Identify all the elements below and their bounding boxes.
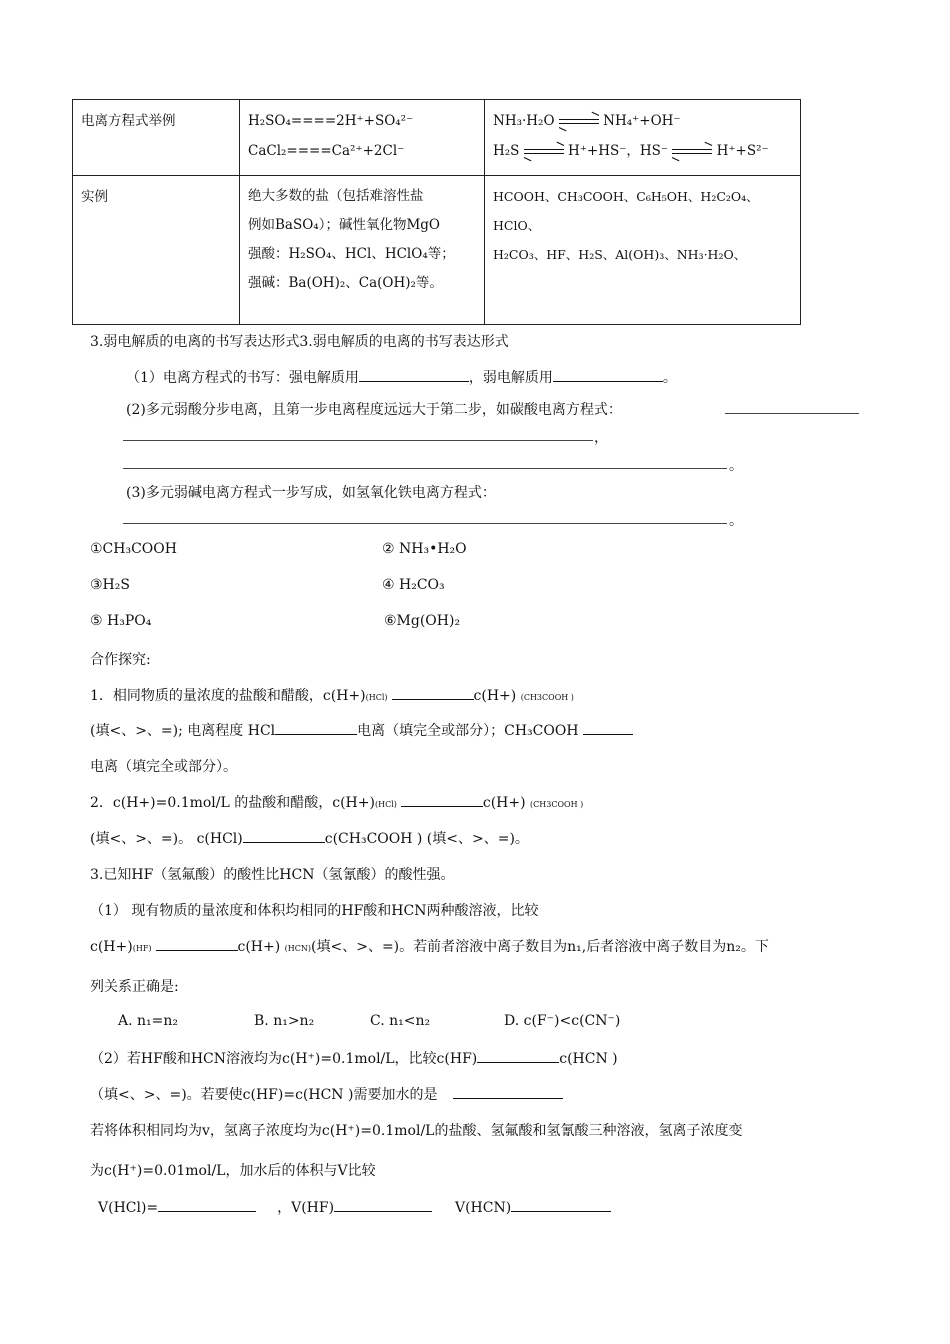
equation-line: H₂SO₄====2H⁺+SO₄²⁻ [248,113,414,129]
question-text: c(CH₃COOH ) (填<、>、=)。 [324,831,529,847]
question-text: ，弱电解质用 [468,370,553,386]
question-text: 电离（填完全或部分）；CH₃COOH [357,723,579,739]
equation-part: H⁺+S²⁻ [716,143,769,159]
question-line: 若将体积相同均为v，氢离子浓度均为c(H⁺)=0.1mol/L的盐酸、氢氟酸和氢氰酸三种溶液，氢离子浓度变 [90,1123,743,1139]
blank-field[interactable] [392,685,474,700]
question-text: c(H+) [90,939,133,955]
blank-field[interactable] [158,1197,256,1212]
example-line: 绝大多数的盐（包括难溶性盐 [248,188,424,204]
table-cell-weak [485,100,801,176]
equation-part: NH₃·H₂O [493,113,555,129]
question-text: c(H+) [473,688,517,704]
blank-field[interactable] [725,413,859,414]
punctuation: 。 [729,513,743,529]
equation-part: H⁺+HS⁻，HS⁻ [568,143,669,159]
question-line [90,720,633,740]
option-c: C. n₁<n₂ [370,1013,431,1029]
question-line: (3)多元弱碱电离方程式一步写成，如氢氧化铁电离方程式： [126,485,496,501]
blank-field[interactable] [583,720,633,735]
question-text: 2．c(H+)=0.1mol/L 的盐酸和醋酸，c(H+) [90,795,375,811]
example-line: 强碱：Ba(OH)₂、Ca(OH)₂等。 [248,275,443,291]
blank-field[interactable] [401,792,483,807]
subscript: (HCl) [365,693,388,702]
question-text: c(HCN ) [559,1051,618,1067]
blank-field[interactable] [553,367,663,382]
question-line: 电离（填完全或部分）。 [90,759,237,775]
blank-field[interactable] [477,1048,559,1063]
table-cell-label [73,100,240,176]
reversible-arrow-icon [559,117,599,127]
question-text: （填<、>、=)。若要使c(HF)=c(HCN )需要加水的是 [90,1087,438,1103]
punctuation: ， [594,430,608,446]
table-row [73,176,801,325]
question-text: c(H+) [237,939,281,955]
question-line: (2)多元弱酸分步电离，且第一步电离程度远远大于第二步，如碳酸电离方程式： [126,402,622,418]
question-text: 1．相同物质的量浓度的盐酸和醋酸，c(H+) [90,688,366,704]
subscript: (HCN) [284,944,312,953]
weak-equations [485,100,800,170]
electrolyte-table [72,99,801,325]
option-a: A. n₁=n₂ [118,1013,178,1029]
blank-field[interactable] [275,720,357,735]
list-item: ⑥Mg(OH)₂ [384,613,461,629]
row-label: 实例 [81,189,108,205]
option-b: B. n₁>n₂ [254,1013,315,1029]
weak-examples [485,176,800,273]
example-line: H₂CO₃、HF、H₂S、Al(OH)₃、NH₃·H₂O、 [493,247,747,262]
reversible-arrow-icon [672,147,712,157]
table-cell-label [73,176,240,325]
list-item: ⑤ H₃PO₄ [90,613,152,629]
question-text: （1）电离方程式的书写：强电解质用 [126,370,359,386]
blank-field[interactable] [511,1197,611,1212]
blank-field[interactable] [334,1197,432,1212]
equation-part: NH₄⁺+OH⁻ [603,113,681,129]
subscript: (CH3COOH ) [530,800,584,809]
blank-field[interactable] [123,468,727,469]
question-line: 3.已知HF（氢氟酸）的酸性比HCN（氢氰酸）的酸性强。 [90,867,455,883]
question-text: 。 [662,370,677,386]
row-label: 电离方程式举例 [81,113,176,129]
equation-line: CaCl₂====Ca²⁺+2Cl⁻ [248,143,405,159]
question-text: V(HCN) [454,1200,512,1216]
punctuation: 。 [729,458,743,474]
reversible-arrow-icon [524,147,564,157]
list-item: ①CH₃COOH [90,541,177,557]
subscript: (HF) [132,944,152,953]
example-line: HCOOH、CH₃COOH、C₆H₅OH、H₂C₂O₄、HClO、 [493,189,759,233]
question-text: V(HCl)= [98,1200,159,1216]
strong-equations [240,100,484,170]
question-text: (填<、>、=)。 c(HCl) [90,831,243,847]
question-line: 为c(H⁺)=0.01mol/L，加水后的体积与V比较 [90,1163,376,1179]
table-row [73,100,801,176]
strong-examples [240,176,484,302]
question-line [90,1084,563,1104]
question-text: （2）若HF酸和HCN溶液均为c(H⁺)=0.1mol/L，比较c(HF) [90,1051,478,1067]
question-line [90,792,583,812]
blank-field[interactable] [123,440,593,441]
subscript: (CH3COOH ) [520,693,574,702]
subscript: (HCl) [374,800,397,809]
option-d: D. c(F⁻)<c(CN⁻) [504,1013,621,1029]
list-item: ③H₂S [90,577,130,593]
question-line [90,685,574,705]
section-title: 合作探究: [90,652,151,668]
list-item: ④ H₂CO₃ [382,577,445,593]
blank-field[interactable] [123,523,727,524]
question-text: c(H+) [482,795,526,811]
example-line: 强酸：H₂SO₄、HCl、HClO₄等； [248,246,455,262]
table-cell-weak [485,176,801,325]
question-text: ，V(HF) [277,1200,335,1216]
blank-field[interactable] [243,828,325,843]
table-cell-strong [240,176,485,325]
list-item: ② NH₃•H₂O [382,541,467,557]
question-line: 列关系正确是: [90,979,179,995]
blank-field[interactable] [156,936,238,951]
question-line: （1） 现有物质的量浓度和体积均相同的HF酸和HCN两种酸溶液，比较 [90,903,539,919]
section-title: 3.弱电解质的电离的书写表达形式3.弱电解质的电离的书写表达形式 [90,334,509,350]
question-line [90,936,769,956]
equation-line [493,106,792,136]
example-line: 例如BaSO₄）；碱性氧化物MgO [248,217,440,233]
question-line [126,367,677,387]
equation-line [493,136,792,166]
question-line [98,1197,611,1217]
blank-field[interactable] [359,367,469,382]
question-text: (填<、>、=)。若前者溶液中离子数目为n₁,后者溶液中离子数目为n₂。下 [311,939,769,955]
question-line [90,1048,618,1068]
blank-field[interactable] [453,1084,563,1099]
question-line [90,828,529,848]
table-cell-strong [240,100,485,176]
equation-part: H₂S [493,143,520,159]
question-text: (填<、>、=); 电离程度 HCl [90,723,276,739]
